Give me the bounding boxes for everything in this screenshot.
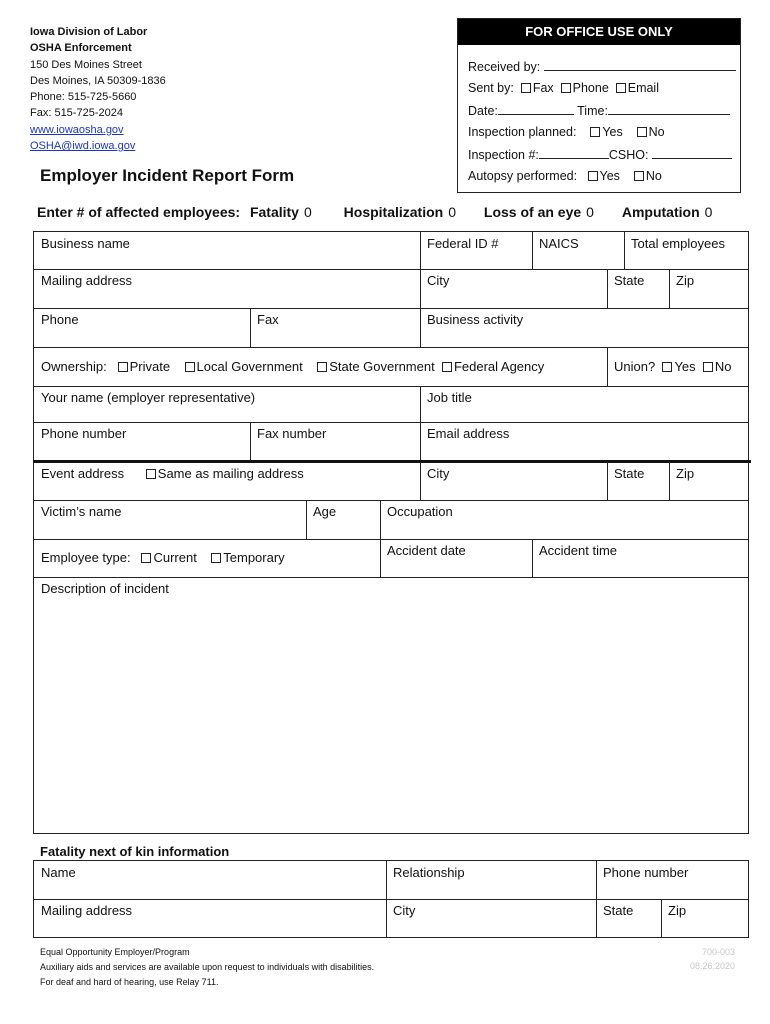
agency-phone: Phone: 515-725-5660 xyxy=(30,91,137,104)
office-use-box xyxy=(457,18,741,193)
kin-city-field[interactable]: City xyxy=(393,903,416,918)
same-as-mailing-checkbox[interactable] xyxy=(146,469,156,479)
rep-phone-field[interactable]: Phone number xyxy=(41,426,127,441)
occupation-field[interactable]: Occupation xyxy=(387,504,453,519)
ownership-row: Ownership: Private Local Government State Government Federal Agency xyxy=(41,359,545,374)
representative-name-field[interactable]: Your name (employer representative) xyxy=(41,390,256,405)
ownership-federal-checkbox[interactable] xyxy=(442,362,452,372)
incident-description-field[interactable]: Description of incident xyxy=(41,581,169,596)
sent-fax-checkbox[interactable] xyxy=(521,83,531,93)
kin-name-field[interactable]: Name xyxy=(41,865,76,880)
agency-street: 150 Des Moines Street xyxy=(30,58,142,71)
ownership-state-checkbox[interactable] xyxy=(317,362,327,372)
date-time-row: Date: Time: xyxy=(468,103,730,118)
city-field[interactable]: City xyxy=(427,273,450,288)
accident-date-field[interactable]: Accident date xyxy=(387,543,466,558)
union-yes-checkbox[interactable] xyxy=(662,362,672,372)
ownership-local-checkbox[interactable] xyxy=(185,362,195,372)
footer-line-3: For deaf and hard of hearing, use Relay 711. xyxy=(40,977,219,987)
total-employees-field[interactable]: Total employees xyxy=(631,236,725,251)
business-name-field[interactable]: Business name xyxy=(41,236,130,251)
event-state-field[interactable]: State xyxy=(614,466,645,481)
autopsy-yes-checkbox[interactable] xyxy=(588,171,598,181)
inspection-number-row: Inspection #: CSHO: xyxy=(468,147,732,162)
accident-time-field[interactable]: Accident time xyxy=(539,543,618,558)
agency-fax: Fax: 515-725-2024 xyxy=(30,107,123,120)
kin-phone-field[interactable]: Phone number xyxy=(603,865,689,880)
sent-by-row: Sent by: Fax Phone Email xyxy=(468,81,659,95)
csho-field[interactable] xyxy=(652,147,732,159)
footer xyxy=(40,945,374,990)
event-city-field[interactable]: City xyxy=(427,466,450,481)
kin-relationship-field[interactable]: Relationship xyxy=(393,865,465,880)
event-section xyxy=(33,462,749,834)
received-by-field[interactable] xyxy=(544,59,736,71)
rep-fax-field[interactable]: Fax number xyxy=(257,426,327,441)
union-no-checkbox[interactable] xyxy=(703,362,713,372)
employee-current-checkbox[interactable] xyxy=(141,553,151,563)
footer-line-2: Auxiliary aids and services are available upon request to individuals with disabilities. xyxy=(40,962,375,972)
fatality-count[interactable]: 0 xyxy=(303,204,312,220)
agency-name: Iowa Division of Labor xyxy=(30,26,148,38)
time-field[interactable] xyxy=(608,103,730,115)
footer-line-1: Equal Opportunity Employer/Program xyxy=(40,947,190,957)
sent-phone-checkbox[interactable] xyxy=(561,83,571,93)
received-by-row: Received by: xyxy=(468,59,736,74)
email-link[interactable]: OSHA@iwd.iowa.gov xyxy=(30,140,136,153)
inspection-no-checkbox[interactable] xyxy=(637,127,647,137)
victim-name-field[interactable]: Victim’s name xyxy=(41,504,122,519)
kin-heading: Fatality next of kin information xyxy=(40,844,230,859)
mailing-address-field[interactable]: Mailing address xyxy=(41,273,133,288)
autopsy-no-checkbox[interactable] xyxy=(634,171,644,181)
ownership-private-checkbox[interactable] xyxy=(118,362,128,372)
event-zip-field[interactable]: Zip xyxy=(676,466,695,481)
naics-field[interactable]: NAICS xyxy=(539,236,579,251)
state-field[interactable]: State xyxy=(614,273,645,288)
date-field[interactable] xyxy=(498,103,574,115)
inspection-number-field[interactable] xyxy=(539,147,609,159)
phone-field[interactable]: Phone xyxy=(41,312,79,327)
event-address-field[interactable]: Event address Same as mailing address xyxy=(41,466,304,481)
kin-zip-field[interactable]: Zip xyxy=(668,903,687,918)
kin-address-field[interactable]: Mailing address xyxy=(41,903,133,918)
form-title: Employer Incident Report Form xyxy=(40,166,295,185)
sent-email-checkbox[interactable] xyxy=(616,83,626,93)
hospitalization-count[interactable]: 0 xyxy=(448,204,457,220)
fax-field[interactable]: Fax xyxy=(257,312,279,327)
victim-age-field[interactable]: Age xyxy=(313,504,337,519)
inspection-planned-row: Inspection planned: Yes No xyxy=(468,125,665,139)
agency-city: Des Moines, IA 50309-1836 xyxy=(30,74,166,87)
employer-section xyxy=(33,231,749,463)
kin-state-field[interactable]: State xyxy=(603,903,634,918)
employee-temporary-checkbox[interactable] xyxy=(211,553,221,563)
federal-id-field[interactable]: Federal ID # xyxy=(427,236,499,251)
affected-employees-row: Enter # of affected employees: Fatality 0 Hospitalization 0 Loss of an eye 0 Amputation 0 xyxy=(37,204,713,220)
form-number: 700-003 08.26.2020 xyxy=(690,947,736,971)
job-title-field[interactable]: Job title xyxy=(427,390,472,405)
website-link[interactable]: www.iowaosha.gov xyxy=(30,123,124,136)
rep-email-field[interactable]: Email address xyxy=(427,426,510,441)
business-activity-field[interactable]: Business activity xyxy=(427,312,524,327)
amputation-count[interactable]: 0 xyxy=(704,204,713,220)
employee-type-row: Employee type: Current Temporary xyxy=(41,550,285,565)
autopsy-row: Autopsy performed: Yes No xyxy=(468,169,662,183)
kin-section xyxy=(33,860,749,938)
office-use-header: FOR OFFICE USE ONLY xyxy=(458,19,740,45)
inspection-yes-checkbox[interactable] xyxy=(590,127,600,137)
zip-field[interactable]: Zip xyxy=(676,273,695,288)
loss-eye-count[interactable]: 0 xyxy=(586,204,594,220)
agency-division: OSHA Enforcement xyxy=(30,42,132,55)
union-row: Union? Yes No xyxy=(614,359,732,374)
agency-block xyxy=(30,24,166,154)
